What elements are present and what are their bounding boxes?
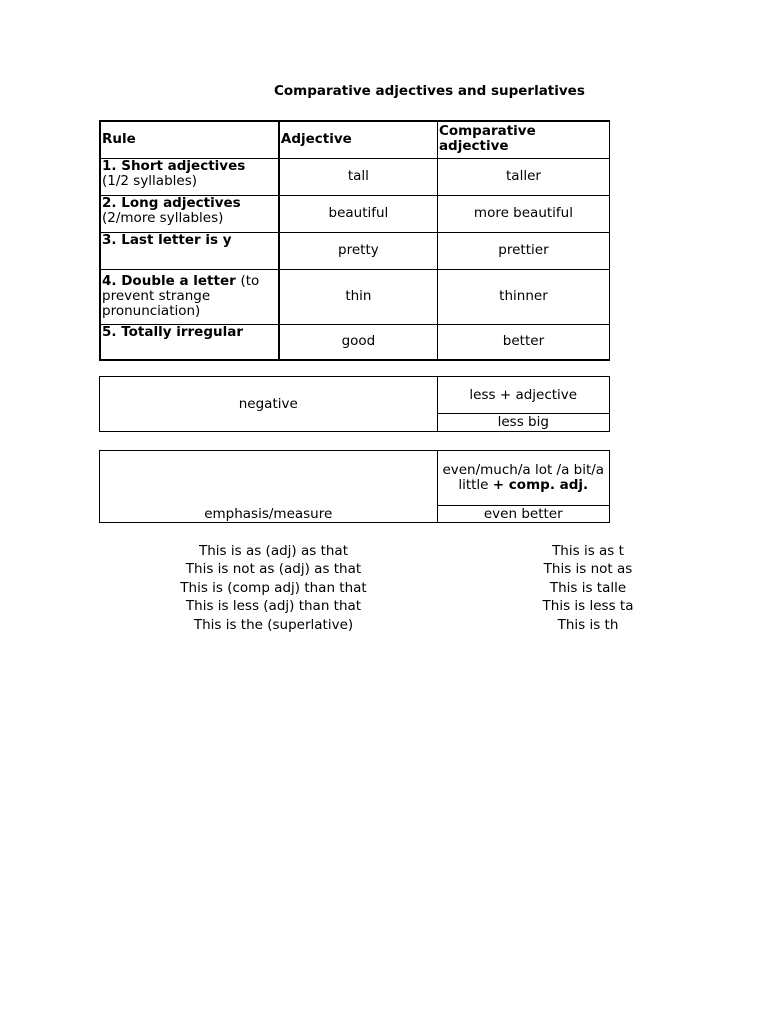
comparative-cell: prettier: [437, 232, 609, 269]
emphasis-pattern-bold: + comp. adj.: [492, 477, 589, 493]
emphasis-example: even better: [437, 506, 609, 523]
comparative-cell: thinner: [437, 269, 609, 324]
adjective-cell: thin: [279, 269, 438, 324]
example-sentence: This is (comp adj) than that: [180, 579, 367, 596]
rule-name: 4. Double a letter: [102, 272, 236, 289]
example-sentence: This is th: [557, 616, 619, 633]
page-title: Comparative adjectives and superlatives: [274, 83, 585, 99]
rule-name: 2. Long adjectives: [102, 194, 241, 211]
example-sentence: This is less ta: [542, 598, 634, 615]
table-row: [100, 232, 610, 269]
emphasis-pattern: [437, 451, 609, 506]
rule-note: (1/2 syllables): [102, 172, 198, 189]
adjective-cell: beautiful: [279, 195, 438, 232]
table-row: [100, 324, 610, 360]
adjective-cell: tall: [279, 158, 438, 195]
example-sentence: This is less (adj) than that: [185, 598, 362, 615]
rules-header-row: [100, 121, 610, 158]
adjective-cell: pretty: [279, 232, 438, 269]
comparative-cell: better: [437, 324, 609, 360]
rule-cell: [100, 232, 279, 269]
header-adjective: Adjective: [279, 121, 438, 158]
rule-note: (2/more syllables): [102, 209, 224, 226]
emphasis-table: [99, 450, 610, 523]
example-sentence: This is as (adj) as that: [199, 543, 348, 559]
negative-label: negative: [100, 377, 438, 432]
negative-example: less big: [437, 414, 609, 432]
header-rule: Rule: [100, 121, 279, 158]
example-sentences-left: [99, 542, 448, 634]
example-sentence: This is not as (adj) as that: [185, 561, 362, 578]
table-row: [100, 158, 610, 195]
rules-table: [99, 120, 610, 361]
rule-name: 1. Short adjectives: [102, 157, 246, 174]
rule-cell: [100, 324, 279, 360]
table-row: [100, 195, 610, 232]
adjective-cell: good: [279, 324, 438, 360]
example-sentence: This is not as: [543, 561, 633, 578]
example-sentence: This is the (superlative): [193, 616, 354, 633]
rule-name: 3. Last letter is y: [102, 231, 232, 248]
table-row: [100, 269, 610, 324]
rule-cell: [100, 158, 279, 195]
worksheet-area: [99, 120, 634, 680]
emphasis-label: emphasis/measure: [100, 451, 438, 523]
negative-pattern: less + adjective: [437, 377, 609, 414]
negative-table: [99, 376, 610, 432]
header-comparative: Comparative adjective: [437, 121, 609, 158]
emphasis-pattern-text: even/much/a lot /a bit/a little: [442, 462, 605, 493]
comparative-cell: more beautiful: [437, 195, 609, 232]
comparative-cell: taller: [437, 158, 609, 195]
example-sentence: This is talle: [549, 579, 627, 596]
rule-name: 5. Totally irregular: [102, 323, 243, 340]
example-sentence: This is as t: [552, 543, 624, 559]
rule-note: (to prevent strange pronunciation): [102, 272, 260, 319]
rule-cell: [100, 195, 279, 232]
example-sentences-right: [518, 542, 658, 634]
rule-cell: [100, 269, 279, 324]
